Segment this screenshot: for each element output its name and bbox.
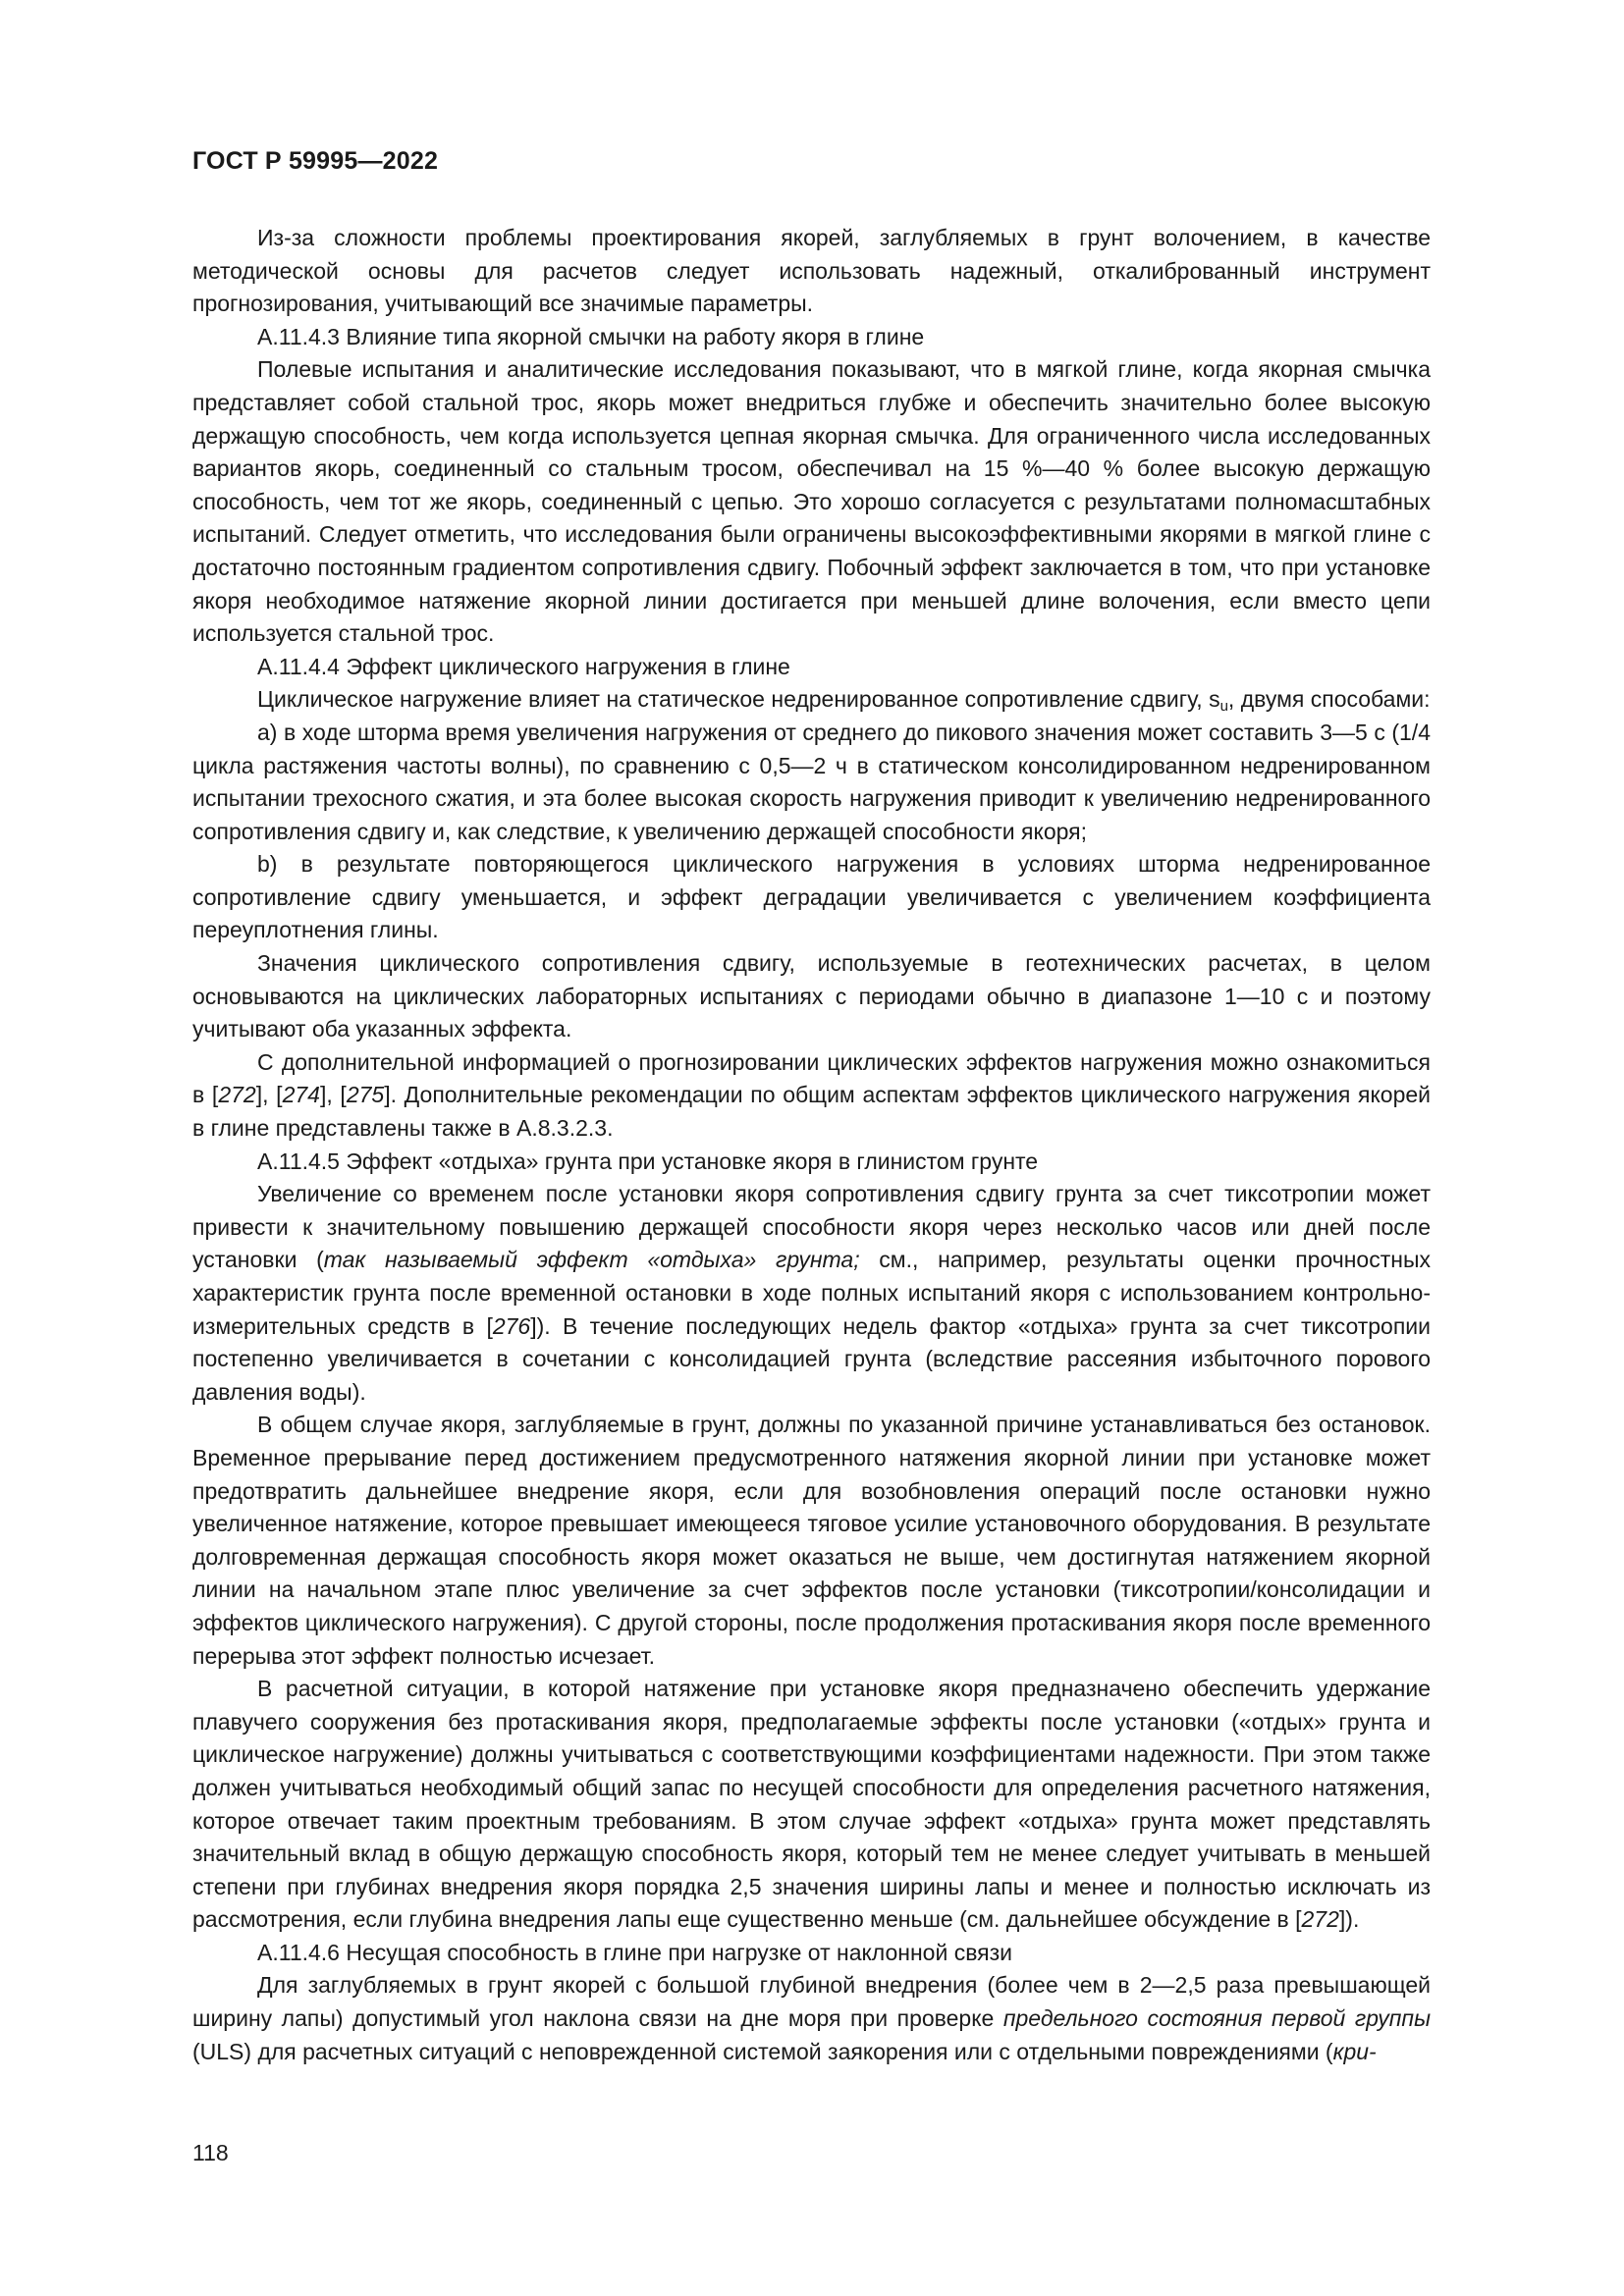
paragraph-design-situation: [192, 1673, 1431, 1937]
paragraph-setup-effect: [192, 1178, 1431, 1409]
paragraph-cyclic-intro: [192, 683, 1431, 717]
heading-a-11-4-5: А.11.4.5 Эффект «отдыха» грунта при установке якоря в глинистом грунте: [257, 1148, 1039, 1174]
text-run: см., например, результаты оценки прочностных характеристик грунта после временной остановки в ходе полных испытаний якоря с использованием контрольно-измерительных средств в [: [192, 1247, 1431, 1339]
text-run: ], [: [319, 1082, 347, 1108]
list-item-a: a) в ходе шторма время увеличения нагружения от среднего до пикового значения может составить 3—5 с (1/4 цикла растяжения частоты волны), по сравнению с 0,5—2 ч в статическом консолидированном недренированном испытании трехосного сжатия, и эта более высокая скорость нагружения приводит к увеличению недренированного сопротивления сдвигу и, как следствие, к увеличению держащей способности якоря;: [192, 719, 1431, 844]
text-run: В расчетной ситуации, в которой натяжение при установке якоря предназначено обеспечить удержание плавучего сооружения без протаскивания якоря, предполагаемые эффекты после установки («отдых» грунта и циклическое нагружение) должны учитываться с соответствующими коэффициентами надежности. При этом также должен учитываться необходимый общий запас по несущей способности для определения расчетного натяжения, которое отвечает таким проектным требованиям. В этом случае эффект «отдыха» грунта может представлять значительный вклад в общую держащую способность якоря, который тем не менее следует учитывать в меньшей степени при глубинах внедрения якоря порядка 2,5 значения ширины лапы и менее и полностью исключать из рассмотрения, если глубина внедрения лапы еще существенно меньше (см. дальнейшее обсуждение в [: [192, 1676, 1431, 1933]
reference-link[interactable]: 272: [218, 1082, 256, 1108]
heading-a-11-4-4: А.11.4.4 Эффект циклического нагружения в глине: [257, 653, 790, 679]
text-run: (ULS) для расчетных ситуаций с неповрежденной системой заякорения или с отдельными повреждениями (: [192, 2038, 1333, 2064]
paragraph-cyclic-refs: [192, 1046, 1431, 1146]
text-run: ], [: [255, 1082, 283, 1108]
text-run: Циклическое нагружение влияет на статическое недренированное сопротивление сдвигу, s: [257, 686, 1220, 713]
page-number: 118: [192, 2140, 229, 2165]
document-header: ГОСТ Р 59995—2022: [192, 147, 439, 175]
italic-text: предельного состояния первой группы: [1002, 2005, 1431, 2032]
text-run: ]).: [1338, 1906, 1360, 1933]
text-run: ]). В течение последующих недель фактор «отдыха» грунта за счет тиксотропии постепенно увеличивается в сочетании с консолидацией грунта (вследствие рассеяния избыточного порового давления воды).: [192, 1312, 1431, 1405]
paragraph-inclined-load: [192, 1969, 1431, 2068]
subscript-u: u: [1219, 698, 1228, 716]
paragraph-wire-rope: Полевые испытания и аналитические исследования показывают, что в мягкой глине, когда якорная смычка представляет собой стальной трос, якорь может внедриться глубже и обеспечить значительно более высокую держащую способность, чем когда используется цепная якорная смычка. Для ограниченного числа исследованных вариантов якорь, соединенный со стальным тросом, обеспечивал на 15 %—40 % более высокую держащую способность, чем тот же якорь, соединенный с цепью. Это хорошо согласуется с результатами полномасштабных испытаний. Следует отметить, что исследования были ограничены высокоэффективными якорями в мягкой глине с достаточно постоянным градиентом сопротивления сдвигу. Побочный эффект заключается в том, что при установке якоря необходимое натяжение якорной линии достигается при меньшей длине волочения, если вместо цепи используется стальной трос.: [192, 356, 1431, 647]
italic-text: так называемый эффект «отдыха» грунта;: [323, 1247, 860, 1273]
paragraph-intro: Из-за сложности проблемы проектирования якорей, заглубляемых в грунт волочением, в качестве методической основы для расчетов следует использовать надежный, откалиброванный инструмент прогнозирования, учитывающий все значимые параметры.: [192, 225, 1431, 317]
reference-link[interactable]: 275: [346, 1082, 385, 1108]
text-run: , двумя способами:: [1227, 686, 1431, 713]
text-run: Увеличение со временем после установки якоря сопротивления сдвигу грунта за счет тиксотропии может привести к значительному повышению держащей способности якоря через несколько часов или дней после установки (: [192, 1181, 1431, 1273]
text-run: Для заглубляемых в грунт якорей с большой глубиной внедрения (более чем в 2—2,5 раза превышающей ширину лапы) допустимый угол наклона связи на дне моря при проверке: [192, 1972, 1431, 2032]
list-item-b: b) в результате повторяющегося циклического нагружения в условиях шторма недренированное сопротивление сдвигу уменьшается, и эффект деградации увеличивается с увеличением коэффициента переуплотнения глины.: [192, 851, 1431, 943]
reference-link[interactable]: 276: [492, 1312, 531, 1339]
italic-text: кри-: [1332, 2038, 1377, 2064]
paragraph-cyclic-values: Значения циклического сопротивления сдвигу, используемые в геотехнических расчетах, в целом основываются на циклических лабораторных испытаниях с периодами обычно в диапазоне 1—10 с и поэтому учитывают оба указанных эффекта.: [192, 950, 1431, 1042]
text-run: С дополнительной информацией о прогнозировании циклических эффектов нагружения можно ознакомиться в [: [192, 1048, 1431, 1108]
text-run: ]. Дополнительные рекомендации по общим аспектам эффектов циклического нагружения якорей в глине представлены также в А.8.3.2.3.: [192, 1082, 1432, 1142]
paragraph-installation: В общем случае якоря, заглубляемые в грунт, должны по указанной причине устанавливаться без остановок. Временное прерывание перед достижением предусмотренного натяжения якорной линии при установке может предотвратить дальнейшее внедрение якоря, если для возобновления операций после остановки нужно увеличенное натяжение, которое превышает имеющееся тяговое усилие установочного оборудования. В результате долговременная держащая способность якоря может оказаться не выше, чем достигнутая натяжением якорной линии на начальном этапе плюс увеличение за счет эффектов после установки (тиксотропии/консолидации и эффектов циклического нагружения). С другой стороны, после продолжения протаскивания якоря после временного перерыва этот эффект полностью исчезает.: [192, 1412, 1431, 1669]
document-body: [192, 222, 1431, 2068]
reference-link[interactable]: 274: [282, 1082, 320, 1108]
heading-a-11-4-3: А.11.4.3 Влияние типа якорной смычки на работу якоря в глине: [257, 323, 925, 349]
reference-link[interactable]: 272: [1301, 1906, 1339, 1933]
heading-a-11-4-6: А.11.4.6 Несущая способность в глине при нагрузке от наклонной связи: [257, 1939, 1013, 1965]
